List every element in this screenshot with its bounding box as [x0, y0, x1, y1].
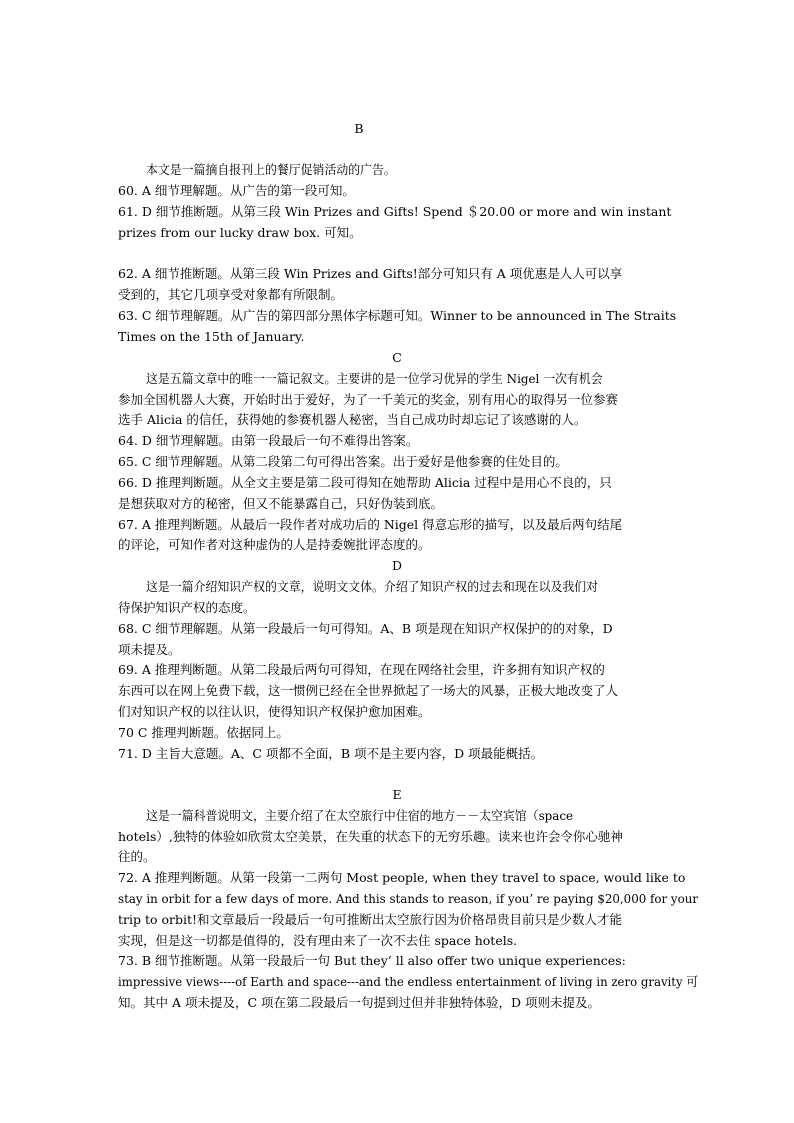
answer-line: 66. D 推理判断题。从全文主要是第二段可得知在她帮助 Alicia 过程中是用心不良的，只 [118, 475, 612, 490]
section-e-intro: 这是一篇科普说明文，主要介绍了在太空旅行中住宿的地方－－太空宾馆（space [146, 808, 574, 823]
answer-line: 73. B 细节推断题。从第一段最后一句 But they’ ll also offer two unique experiences: [118, 953, 626, 968]
answer-line: 68. C 细节理解题。从第一段最后一句可得知。A、B 项是现在知识产权保护的的对象，D [118, 621, 613, 636]
answer-line: 71. D 主旨大意题。A、C 项都不全面，B 项不是主要内容，D 项最能概括。 [118, 746, 544, 761]
section-b-intro: 本文是一篇摘自报刊上的餐厅促销活动的广告。 [146, 162, 396, 177]
section-e-intro: hotels）,独特的体验如欣赏太空美景，在失重的状态下的无穷乐趣。读来也许会令你心驰神 [118, 829, 623, 844]
answer-line: impressive views----of Earth and space---and the endless entertainment of living in zero gravity 可 [118, 974, 699, 989]
answer-line: 63. C 细节理解题。从广告的第四部分黑体字标题可知。Winner to be announced in The Straits [118, 308, 677, 323]
answer-line: 的评论，可知作者对这种虚伪的人是持委婉批评态度的。 [118, 537, 431, 552]
answer-line: 们对知识产权的以往认识，使得知识产权保护愈加困难。 [118, 704, 431, 719]
section-d-heading: D [391, 558, 403, 573]
answer-line: 知。其中 A 项未提及，C 项在第二段最后一句提到过但并非独特体验，D 项则未提及。 [118, 995, 601, 1010]
answer-line: prizes from our lucky draw box. 可知。 [118, 225, 362, 240]
answer-line: 69. A 推理判断题。从第二段最后两句可得知，在现在网络社会里，许多拥有知识产权的 [118, 662, 605, 677]
answer-line: 72. A 推理判断题。从第一段第一二两句 Most people, when they travel to space, would like to [118, 870, 686, 885]
answer-line: 70 C 推理判断题。依据同上。 [118, 725, 289, 740]
section-b-heading: B [354, 121, 364, 136]
section-d-intro: 这是一篇介绍知识产权的文章，说明文文体。介绍了知识产权的过去和现在以及我们对 [146, 579, 599, 594]
answer-line: 64. D 细节理解题。由第一段最后一句不难得出答案。 [118, 433, 419, 448]
answer-line: 实现，但是这一切都是值得的，没有理由来了一次不去住 space hotels. [118, 933, 518, 948]
answer-line: 项未提及。 [118, 642, 181, 657]
answer-line: 东西可以在网上免费下载，这一惯例已经在全世界掀起了一场大的风暴，正极大地改变了人 [118, 683, 619, 698]
answer-line: 67. A 推理判断题。从最后一段作者对成功后的 Nigel 得意忘形的描写，以及最后两句结尾 [118, 517, 623, 532]
answer-line: 是想获取对方的秘密，但又不能暴露自己，只好伪装到底。 [118, 496, 444, 511]
answer-line: 受到的，其它几项享受对象都有所限制。 [118, 287, 344, 302]
answer-line: 61. D 细节推断题。从第三段 Win Prizes and Gifts! Spend ＄20.00 or more and win instant [118, 204, 672, 219]
section-c-intro: 这是五篇文章中的唯一一篇记叙文。主要讲的是一位学习优异的学生 Nigel 一次有机会 [146, 371, 603, 386]
section-c-heading: C [392, 350, 402, 365]
answer-line: 60. A 细节理解题。从广告的第一段可知。 [118, 183, 355, 198]
section-d-intro: 待保护知识产权的态度。 [118, 600, 256, 615]
answer-line: stay in orbit for a few days of more. And this stands to reason, if you’ re paying $20,000 for your [118, 891, 699, 906]
section-c-intro: 选手 Alicia 的信任，获得她的参赛机器人秘密，当自己成功时却忘记了该感谢的人。 [118, 412, 587, 427]
section-c-intro: 参加全国机器人大赛，开始时出于爱好，为了一千美元的奖金，别有用心的取得另一位参赛 [118, 392, 619, 407]
answer-line: Times on the 15th of January. [118, 329, 305, 344]
answer-line: 65. C 细节理解题。从第二段第二句可得出答案。出于爱好是他参赛的住处目的。 [118, 454, 568, 469]
answer-line: trip to orbit!和文章最后一段最后一句可推断出太空旅行因为价格昂贵目前只是少数人才能 [118, 912, 623, 927]
section-e-intro: 往的。 [118, 849, 156, 864]
answer-line: 62. A 细节推断题。从第三段 Win Prizes and Gifts!部分可知只有 A 项优惠是人人可以享 [118, 266, 623, 281]
section-e-heading: E [392, 787, 402, 802]
